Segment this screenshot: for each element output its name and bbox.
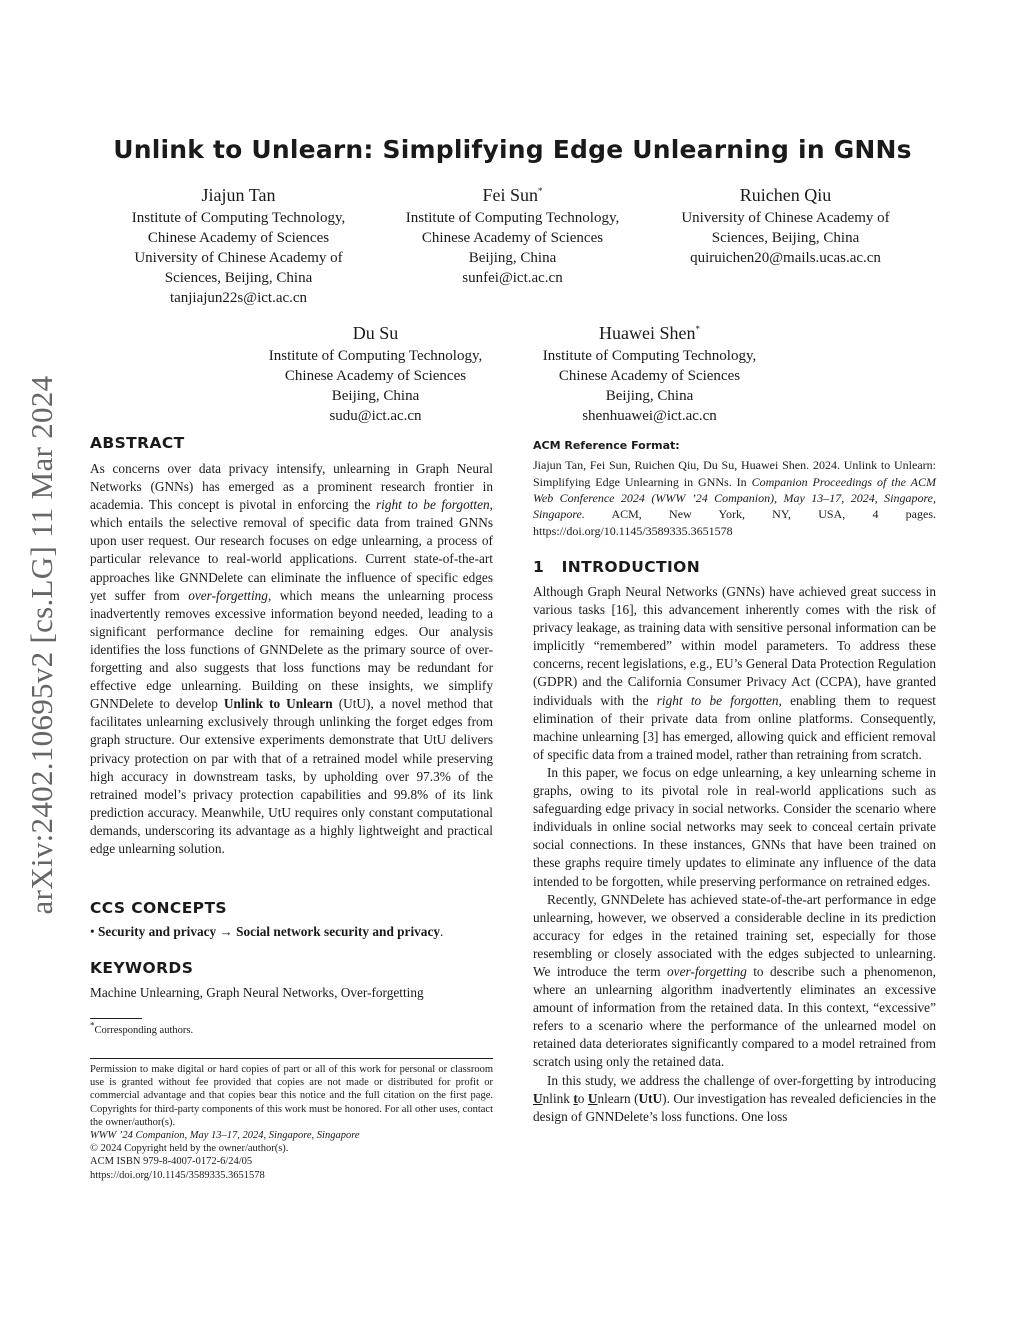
- intro-paragraph: [533, 891, 936, 1072]
- author-affiliation: Institute of Computing Technology,: [405, 210, 620, 226]
- permission-venue: [90, 1129, 493, 1142]
- author-affiliation: Sciences, Beijing, China: [164, 270, 313, 286]
- abstract-heading: ABSTRACT: [90, 434, 185, 452]
- acronym-letter: U: [533, 1090, 543, 1106]
- acm-reference-part: ACM, New York, NY, USA, 4 pages. https://doi.org/10.1145/3589335.3651578: [533, 507, 936, 538]
- intro-text: , enabling them to request elimination of their private data from online platforms. Consequently, machine unlearning [3] has emerged, allowing quick and efficient removal of specific data from a trained model, rather than retraining from scratch.: [533, 692, 936, 762]
- author-affiliation: Institute of Computing Technology,: [268, 348, 483, 364]
- corresponding-mark: *: [695, 324, 700, 334]
- abstract-text: , which means the unlearning process inadvertently removes excessive information beyond needed, leading to a significant performance decline for remaining edges. Our analysis identifies the loss functions of GNNDelete as the primary source of over-forgetting and also suggests that loss functions may be redundant for effective edge unlearning. Building on these insights, we simplify GNNDelete to develop: [90, 587, 493, 712]
- method-name: Unlink to Unlearn: [223, 696, 333, 712]
- ccs-bullet: •: [90, 924, 95, 939]
- abstract-text: (UtU), a novel method that facilitates unlearning exclusively through unlinking the forget edges from graph structure. Our extensive experiments demonstrate that UtU delivers privacy protection on par with that of a retrained model while preserving high accuracy in downstream tasks, by upholding over 97.3% of the retrained model’s privacy protection capabilities and 99.8% of its link prediction accuracy. Meanwhile, UtU requires only constant computational demands, underscoring its advantage as a highly lightweight and practical edge unlearning solution.: [90, 696, 493, 856]
- author-name: [379, 184, 646, 207]
- author-affiliation: Chinese Academy of Sciences: [284, 368, 467, 384]
- author-affiliation: University of Chinese Academy of: [134, 250, 343, 266]
- author-name: Ruichen Qiu: [739, 185, 832, 205]
- intro-text: nlearn (: [597, 1090, 639, 1106]
- footnote-mark: *: [90, 1020, 95, 1031]
- keywords-heading: KEYWORDS: [90, 959, 194, 977]
- author-email: sunfei@ict.ac.cn: [462, 270, 563, 286]
- section-number: 1: [533, 558, 545, 576]
- permission-block: [90, 1063, 493, 1182]
- author-block: [105, 184, 372, 308]
- acm-reference: [533, 437, 936, 539]
- footnote-rule: [90, 1018, 142, 1019]
- permission-doi: https://doi.org/10.1145/3589335.3651578: [90, 1169, 265, 1181]
- author-affiliation: Sciences, Beijing, China: [711, 230, 860, 246]
- footnote: [90, 1020, 493, 1037]
- abstract-emphasis: over-forgetting: [188, 587, 268, 603]
- footnote-text: [90, 1020, 493, 1037]
- author-name: Du Su: [352, 323, 399, 343]
- author-affiliation: University of Chinese Academy of: [681, 210, 890, 226]
- permission-isbn: ACM ISBN 979-8-4007-0172-6/24/05: [90, 1156, 253, 1168]
- keywords-text: Machine Unlearning, Graph Neural Networks, Over-forgetting: [90, 985, 424, 1000]
- abstract-paragraph: [90, 460, 493, 858]
- intro-text: o: [577, 1090, 588, 1106]
- author-affiliation: Beijing, China: [468, 250, 557, 266]
- acm-reference-venue: Companion Proceedings of the ACM Web Conference 2024 (WWW ’24 Companion), May 13–17, 2024, Singapore, Singapore.: [533, 474, 936, 522]
- author-name-text: Huawei Shen: [599, 323, 696, 343]
- author-affiliation: Institute of Computing Technology,: [542, 348, 757, 364]
- keywords-body: [90, 984, 493, 1002]
- method-name: UtU: [638, 1090, 663, 1106]
- author-block: [516, 322, 783, 426]
- author-name: [516, 322, 783, 345]
- intro-paragraph: [533, 1072, 936, 1126]
- abstract-body: [90, 460, 493, 858]
- intro-text: nlink: [542, 1090, 574, 1106]
- author-email: shenhuawei@ict.ac.cn: [582, 408, 717, 424]
- ccs-body: [90, 923, 493, 941]
- intro-emphasis: right to be forgotten: [656, 692, 779, 708]
- acm-reference-part: Jiajun Tan, Fei Sun, Ruichen Qiu, Du Su, Huawei Shen. 2024. Unlink to Unlearn: Simplifying Edge Unlearning in GNNs. In: [533, 458, 936, 489]
- corresponding-mark: *: [538, 186, 543, 196]
- introduction-heading: [533, 558, 700, 576]
- permission-rule: [90, 1058, 493, 1059]
- intro-paragraph: [533, 583, 936, 764]
- paper-title: Unlink to Unlearn: Simplifying Edge Unlearning in GNNs: [113, 135, 912, 164]
- acronym-letter: t: [573, 1090, 578, 1106]
- introduction-body: [533, 583, 936, 1126]
- abstract-text: As concerns over data privacy intensify, unlearning in Graph Neural Networks (GNNs) has emerged as a prominent research frontier in academia. This concept is pivotal in enforcing the: [90, 461, 493, 513]
- ccs-heading: CCS CONCEPTS: [90, 899, 227, 917]
- acronym-letter: U: [587, 1090, 598, 1106]
- abstract-emphasis: right to be forgotten: [376, 497, 490, 513]
- author-email: tanjiajun22s@ict.ac.cn: [169, 290, 308, 306]
- intro-text: ). Our investigation has revealed deficiencies in the design of GNNDelete’s loss functions. One loss: [533, 1090, 936, 1124]
- author-email: sudu@ict.ac.cn: [329, 408, 422, 424]
- ccs-end: .: [440, 924, 444, 939]
- intro-text: to describe such a phenomenon, where an unlearning algorithm inadvertently eliminates an excessive amount of information from the retained data. In this context, “excessive” refers to a scenario where the performance of the unlearned model on retained data deteriorates significantly compared to a model retrained from scratch using only the retained data.: [533, 963, 936, 1070]
- section-title: INTRODUCTION: [561, 558, 701, 576]
- ccs-concept: [90, 923, 493, 941]
- intro-text: In this study, we address the challenge of over-forgetting by introducing: [547, 1072, 936, 1088]
- author-block: [379, 184, 646, 288]
- arxiv-stamp: [12, 340, 72, 950]
- author-block: [242, 322, 509, 426]
- permission-text: Permission to make digital or hard copies of part or all of this work for personal or classroom use is granted without fee provided that copies are not made or distributed for profit or commercial advantage and that copies bear this notice and the full citation on the first page. Copyrights for third-party components of this work must be honored. For all other uses, contact the owner/author(s).: [90, 1064, 493, 1128]
- author-email: quiruichen20@mails.ucas.ac.cn: [690, 250, 881, 266]
- intro-paragraph: In this paper, we focus on edge unlearning, a key unlearning scheme in graphs, owing to its pivotal role in real-world applications such as safeguarding edge privacy in social networks. Consider the scenario where individuals in online social networks may seek to conceal certain private social connections. In these instances, GNNs that have been trained on these graphs require timely updates to eliminate any influence of the data intended to be forgotten, while preserving performance on retrained edges.: [533, 764, 936, 889]
- arxiv-stamp-text: arXiv:2402.10695v2 [cs.LG] 11 Mar 2024: [24, 375, 59, 915]
- author-affiliation: Beijing, China: [605, 388, 694, 404]
- intro-text: Recently, GNNDelete has achieved state-of-the-art performance in edge unlearning, however, we observed a considerable decline in its prediction accuracy for edges in the retained training set, especially for those resembling or closely associated with the edges subjected to unlearning. We introduce the term: [533, 891, 936, 979]
- author-affiliation: Institute of Computing Technology,: [131, 210, 346, 226]
- author-affiliation: Chinese Academy of Sciences: [421, 230, 604, 246]
- author-name-text: Fei Sun: [482, 185, 538, 205]
- author-block: [652, 184, 919, 268]
- abstract-text: , which entails the selective removal of specific data from trained GNNs upon user request. Our research focuses on edge unlearning, a process of particular relevance to real-world applications. Current state-of-the-art approaches like GNNDelete can eliminate the influence of specific edges yet suffer from: [90, 497, 493, 603]
- acm-reference-heading: ACM Reference Format:: [533, 439, 680, 452]
- acm-reference-text: [533, 457, 936, 539]
- author-affiliation: Chinese Academy of Sciences: [147, 230, 330, 246]
- author-affiliation: Beijing, China: [331, 388, 420, 404]
- intro-text: Although Graph Neural Networks (GNNs) have achieved great success in various tasks [16], this advancement inherently comes with the risk of privacy leakage, as training data with sensitive personal information can be implicitly “remembered” within model parameters. To address these concerns, recent legislations, e.g., EU’s General Data Protection Regulation (GDPR) and the California Consumer Privacy Act (CCPA), have granted individuals with the: [533, 584, 936, 708]
- ccs-concept-text: Security and privacy → Social network security and privacy: [97, 924, 440, 939]
- permission-copyright: © 2024 Copyright held by the owner/author(s).: [90, 1143, 289, 1155]
- permission-venue-text: WWW ’24 Companion, May 13–17, 2024, Singapore, Singapore: [90, 1130, 360, 1142]
- footnote-content: Corresponding authors.: [94, 1025, 194, 1036]
- intro-emphasis: over-forgetting: [667, 963, 747, 979]
- author-affiliation: Chinese Academy of Sciences: [558, 368, 741, 384]
- author-name: Jiajun Tan: [201, 185, 276, 205]
